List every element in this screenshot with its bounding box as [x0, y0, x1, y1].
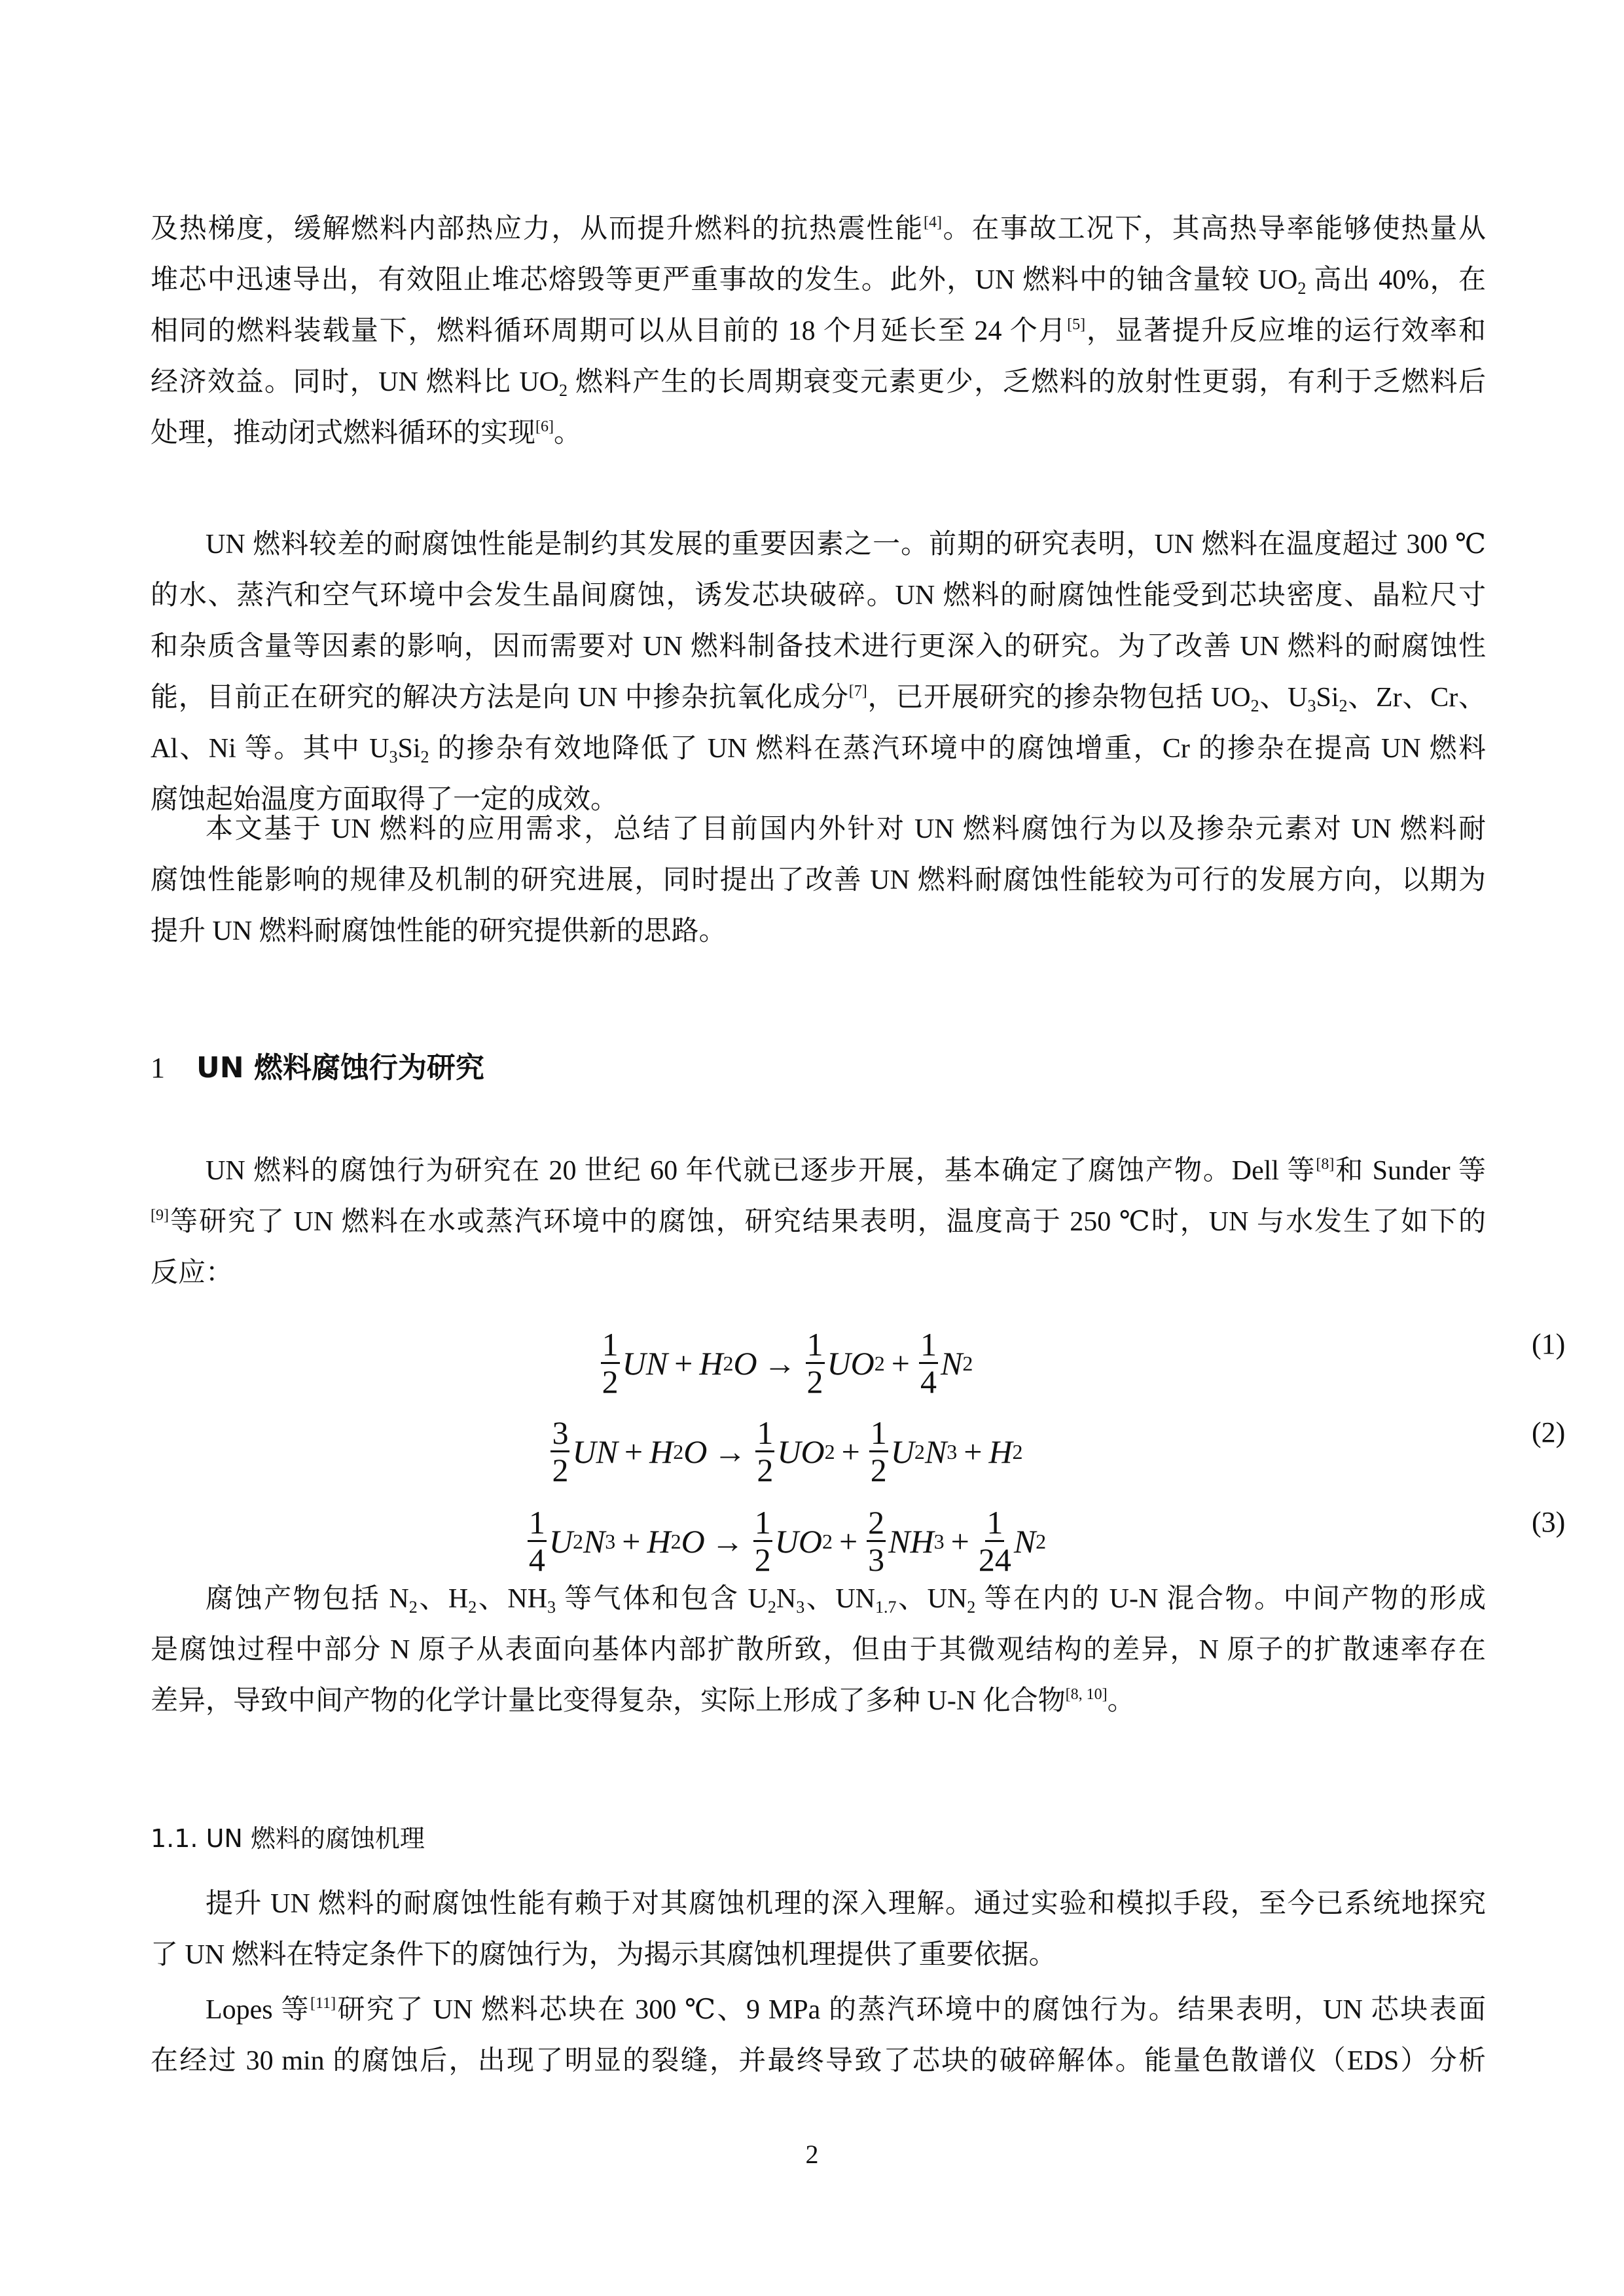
text-line	[151, 519, 1486, 570]
text-run: 和 Sunder 等	[1334, 1156, 1486, 1186]
text-run: 的掺杂有效地降低了 UN 燃料在蒸汽环境中的腐蚀增重，Cr 的掺杂在提高 UN 燃料	[429, 734, 1486, 764]
numerator: 1	[806, 1326, 823, 1363]
fraction	[979, 1505, 1011, 1577]
operator: +	[622, 1522, 641, 1560]
text-run: 、H	[417, 1584, 469, 1614]
text-run: UN	[572, 1433, 618, 1470]
text-run: 、U	[1259, 683, 1308, 713]
text-run: 在经过 30 min 的腐蚀后，出现了明显的裂缝，并最终导致了芯块的破碎解体。能量色散谱仪（EDS）分析	[151, 2046, 1486, 2076]
denominator: 24	[978, 1541, 1011, 1578]
subscript: 2	[967, 1598, 976, 1617]
fraction	[806, 1327, 825, 1399]
denominator: 2	[754, 1541, 771, 1578]
operator: →	[713, 1433, 747, 1470]
text-run: 腐蚀产物包括 N	[206, 1584, 409, 1614]
paragraph-continuation	[151, 204, 1486, 459]
text-run: H	[699, 1344, 723, 1382]
section-heading	[151, 1044, 484, 1086]
citation-ref: [8, 10]	[1065, 1686, 1108, 1703]
subscript: 2	[408, 1598, 418, 1617]
fraction	[753, 1505, 772, 1577]
text-run: 相同的燃料装载量下，燃料循环周期可以从目前的 18 个月延长至 24 个月	[151, 316, 1068, 346]
denominator: 2	[602, 1363, 619, 1400]
text-run: 堆芯中迅速导出，有效阻止堆芯熔毁等更严重事故的发生。此外，UN 燃料中的铀含量较 UO	[151, 265, 1298, 295]
text-run: 研究了 UN 燃料芯块在 300 ℃、9 MPa 的蒸汽环境中的腐蚀行为。结果表明，UN 芯块表面	[336, 1995, 1486, 2025]
text-run: Si	[397, 734, 421, 764]
numerator: 1	[920, 1326, 937, 1363]
text-run: 了 UN 燃料在特定条件下的腐蚀行为，为揭示其腐蚀机理提供了重要依据。	[151, 1940, 1056, 1970]
subscript: 2	[1297, 279, 1307, 298]
subscript: 2	[468, 1598, 477, 1617]
text-run: 。	[554, 418, 582, 448]
text-line	[151, 804, 1486, 855]
text-run: H	[649, 1433, 674, 1470]
text-line	[151, 672, 1486, 723]
operator: +	[624, 1433, 643, 1470]
equation-1	[151, 1302, 1566, 1400]
operator: +	[839, 1522, 858, 1560]
fraction	[601, 1327, 620, 1399]
equation-body: $\frac{1}{2}$ UN + H 2 O → $\frac{1}{2}$ UO 2 + $\frac{1}{4}$ N 2	[598, 1321, 973, 1406]
text-line	[151, 1676, 1486, 1727]
text-run: UO	[827, 1344, 875, 1382]
denominator: 4	[920, 1363, 937, 1400]
citation-ref: [9]	[151, 1207, 169, 1224]
text-line	[151, 1247, 1486, 1299]
equation-body: $\frac{3}{2}$ UN + H 2 O → $\frac{1}{2}$ UO 2 + $\frac{1}{2}$ U 2 N 3 + H 2	[548, 1409, 1022, 1494]
text-run: ，显著提升反应堆的运行效率和	[1085, 316, 1486, 346]
subscript: 2	[1339, 696, 1348, 715]
citation-ref: [11]	[310, 1995, 336, 2012]
text-run: 等在内的 U-N 混合物。中间产物的形成	[975, 1584, 1486, 1614]
text-run: N	[940, 1344, 963, 1382]
subscript: 2	[1250, 696, 1259, 715]
denominator: 2	[870, 1452, 887, 1488]
operator: +	[891, 1344, 910, 1382]
text-run: UN 燃料较差的耐腐蚀性能是制约其发展的重要因素之一。前期的研究表明，UN 燃料在温度超过 300 ℃	[206, 529, 1486, 560]
subscript: 2	[767, 1598, 776, 1617]
page-number: 2	[805, 2140, 819, 2169]
text-run: 处理，推动闭式燃料循环的实现	[151, 418, 536, 448]
text-run: 。	[1107, 1686, 1135, 1716]
text-line	[151, 1624, 1486, 1676]
paragraph-mechanism-intro	[151, 1878, 1486, 1981]
citation-ref: [8]	[1316, 1156, 1335, 1173]
denominator: 2	[552, 1452, 569, 1488]
text-run: 腐蚀性能影响的规律及机制的研究进展，同时提出了改善 UN 燃料耐腐蚀性能较为可行的发展方向，以期为	[151, 865, 1486, 895]
fraction	[550, 1415, 569, 1488]
citation-ref: [6]	[535, 418, 554, 435]
text-run: 高出 40%，在	[1306, 265, 1487, 295]
equation-number: (3)	[1532, 1506, 1566, 1538]
text-run: 等研究了 UN 燃料在水或蒸汽环境中的腐蚀，研究结果表明，温度高于 250 ℃时，UN 与水发生了如下的	[168, 1207, 1486, 1237]
operator: →	[763, 1344, 797, 1382]
subscript: 3	[796, 1598, 805, 1617]
text-run: 燃料产生的长周期衰变元素更少，乏燃料的放射性更弱，有利于乏燃料后	[568, 367, 1486, 397]
paragraph-corrosion-history	[151, 1145, 1486, 1299]
text-run: 是腐蚀过程中部分 N 原子从表面向基体内部扩散所致，但由于其微观结构的差异，N 原子的扩散速率存在	[151, 1635, 1486, 1665]
paragraph-corrosion-products	[151, 1573, 1486, 1727]
text-run: Lopes 等	[206, 1995, 310, 2025]
text-run: UO	[774, 1522, 822, 1560]
text-run: N	[924, 1433, 947, 1470]
text-run: 差异，导致中间产物的化学计量比变得复杂，实际上形成了多种 U-N 化合物	[151, 1686, 1066, 1716]
text-line	[151, 855, 1486, 906]
paragraph-scope	[151, 804, 1486, 957]
text-line	[151, 2036, 1486, 2087]
text-run: 、UN	[804, 1584, 875, 1614]
text-run: 和杂质含量等因素的影响，因而需要对 UN 燃料制备技术进行更深入的研究。为了改善 UN 燃料的耐腐蚀性	[151, 632, 1486, 662]
text-run: 的水、蒸汽和空气环境中会发生晶间腐蚀，诱发芯块破碎。UN 燃料的耐腐蚀性能受到芯块密度、晶粒尺寸	[151, 581, 1486, 611]
text-run: H	[647, 1522, 671, 1560]
subscript: 1.7	[875, 1598, 897, 1617]
fraction	[869, 1415, 888, 1488]
fraction	[528, 1505, 547, 1577]
numerator: 1	[754, 1504, 771, 1541]
text-run: Si	[1316, 683, 1339, 713]
text-run: U	[549, 1522, 573, 1560]
denominator: 3	[868, 1541, 885, 1578]
text-run: O	[681, 1522, 705, 1560]
subsection-heading: 1.1. UN 燃料的腐蚀机理	[151, 1824, 425, 1853]
operator: +	[674, 1344, 693, 1382]
text-run: 反应：	[151, 1258, 234, 1288]
equation-number: (1)	[1532, 1328, 1566, 1360]
subscript: 3	[389, 747, 398, 766]
text-run: 等气体和包含 U	[556, 1584, 768, 1614]
operator: +	[964, 1433, 983, 1470]
text-run: 及热梯度，缓解燃料内部热应力，从而提升燃料的抗热震性能	[151, 214, 924, 244]
text-run: N	[1013, 1522, 1036, 1560]
text-line	[151, 621, 1486, 672]
text-line	[151, 255, 1486, 306]
text-line	[151, 408, 1486, 459]
subscript: 2	[559, 381, 568, 400]
text-line	[151, 570, 1486, 621]
denominator: 4	[528, 1541, 545, 1578]
numerator: 3	[552, 1414, 569, 1451]
text-run: UN 燃料的腐蚀行为研究在 20 世纪 60 年代就已逐步开展，基本确定了腐蚀产物。Dell 等	[206, 1156, 1316, 1186]
fraction	[919, 1327, 938, 1399]
fraction	[755, 1415, 774, 1488]
equation-number: (2)	[1532, 1416, 1566, 1448]
operator: →	[711, 1522, 744, 1560]
text-line	[151, 1196, 1486, 1247]
numerator: 1	[870, 1414, 887, 1451]
text-run: UO	[777, 1433, 825, 1470]
text-run: O	[683, 1433, 708, 1470]
text-line	[151, 1145, 1486, 1196]
text-line	[151, 1878, 1486, 1929]
text-run: N	[776, 1584, 797, 1614]
text-line	[151, 1984, 1486, 2036]
text-run: 提升 UN 燃料耐腐蚀性能的研究提供新的思路。	[151, 916, 727, 946]
equation-body: $\frac{1}{4}$ U 2 N 3 + H 2 O → $\frac{1}{2}$ UO 2 + $\frac{2}{3}$ NH 3 + $\frac{1}{24}$ N 2	[525, 1499, 1046, 1584]
text-line	[151, 204, 1486, 255]
numerator: 1	[757, 1414, 774, 1451]
denominator: 2	[757, 1452, 774, 1488]
paragraph-corrosion-problem	[151, 519, 1486, 825]
paragraph-lopes-study	[151, 1984, 1486, 2087]
text-run: ，已开展研究的掺杂物包括 UO	[867, 683, 1251, 713]
numerator: 2	[868, 1504, 885, 1541]
operator: +	[950, 1522, 969, 1560]
text-line	[151, 906, 1486, 957]
equation-3	[151, 1480, 1566, 1578]
operator: +	[841, 1433, 860, 1470]
numerator: 1	[986, 1504, 1003, 1541]
citation-ref: [4]	[923, 214, 942, 231]
fraction	[867, 1505, 886, 1577]
text-run: 。在事故工况下，其高热导率能够使热量从	[941, 214, 1486, 244]
text-run: 经济效益。同时，UN 燃料比 UO	[151, 367, 560, 397]
text-run: Al、Ni 等。其中 U	[151, 734, 389, 764]
numerator: 1	[528, 1504, 545, 1541]
text-run: H	[988, 1433, 1013, 1470]
text-line	[151, 1929, 1486, 1981]
text-run: N	[583, 1522, 605, 1560]
text-run: NH	[888, 1522, 934, 1560]
text-run: 能，目前正在研究的解决方法是向 UN 中掺杂抗氧化成分	[151, 683, 849, 713]
text-line	[151, 1573, 1486, 1624]
subscript: 2	[420, 747, 429, 766]
text-line	[151, 723, 1486, 774]
section-number: 1	[151, 1052, 165, 1084]
text-line	[151, 306, 1486, 357]
equation-2	[151, 1390, 1566, 1488]
text-run: O	[733, 1344, 757, 1382]
numerator: 1	[602, 1326, 619, 1363]
subscript: 3	[547, 1598, 556, 1617]
text-run: 腐蚀起始温度方面取得了一定的成效。	[151, 785, 619, 815]
text-run: 、NH	[477, 1584, 548, 1614]
text-run: 本文基于 UN 燃料的应用需求，总结了目前国内外针对 UN 燃料腐蚀行为以及掺杂元素对 UN 燃料耐	[206, 814, 1486, 844]
citation-ref: [5]	[1067, 316, 1086, 333]
text-run: 、Zr、Cr、	[1347, 683, 1486, 713]
section-title: UN 燃料腐蚀行为研究	[196, 1051, 484, 1085]
text-run: 、UN	[896, 1584, 967, 1614]
subscript: 3	[1307, 696, 1316, 715]
text-line	[151, 357, 1486, 408]
text-run: UN	[622, 1344, 668, 1382]
citation-ref: [7]	[848, 683, 867, 700]
text-run: 提升 UN 燃料的耐腐蚀性能有赖于对其腐蚀机理的深入理解。通过实验和模拟手段，至今已系统地探究	[206, 1889, 1486, 1919]
denominator: 2	[806, 1363, 823, 1400]
text-run: U	[890, 1433, 914, 1470]
